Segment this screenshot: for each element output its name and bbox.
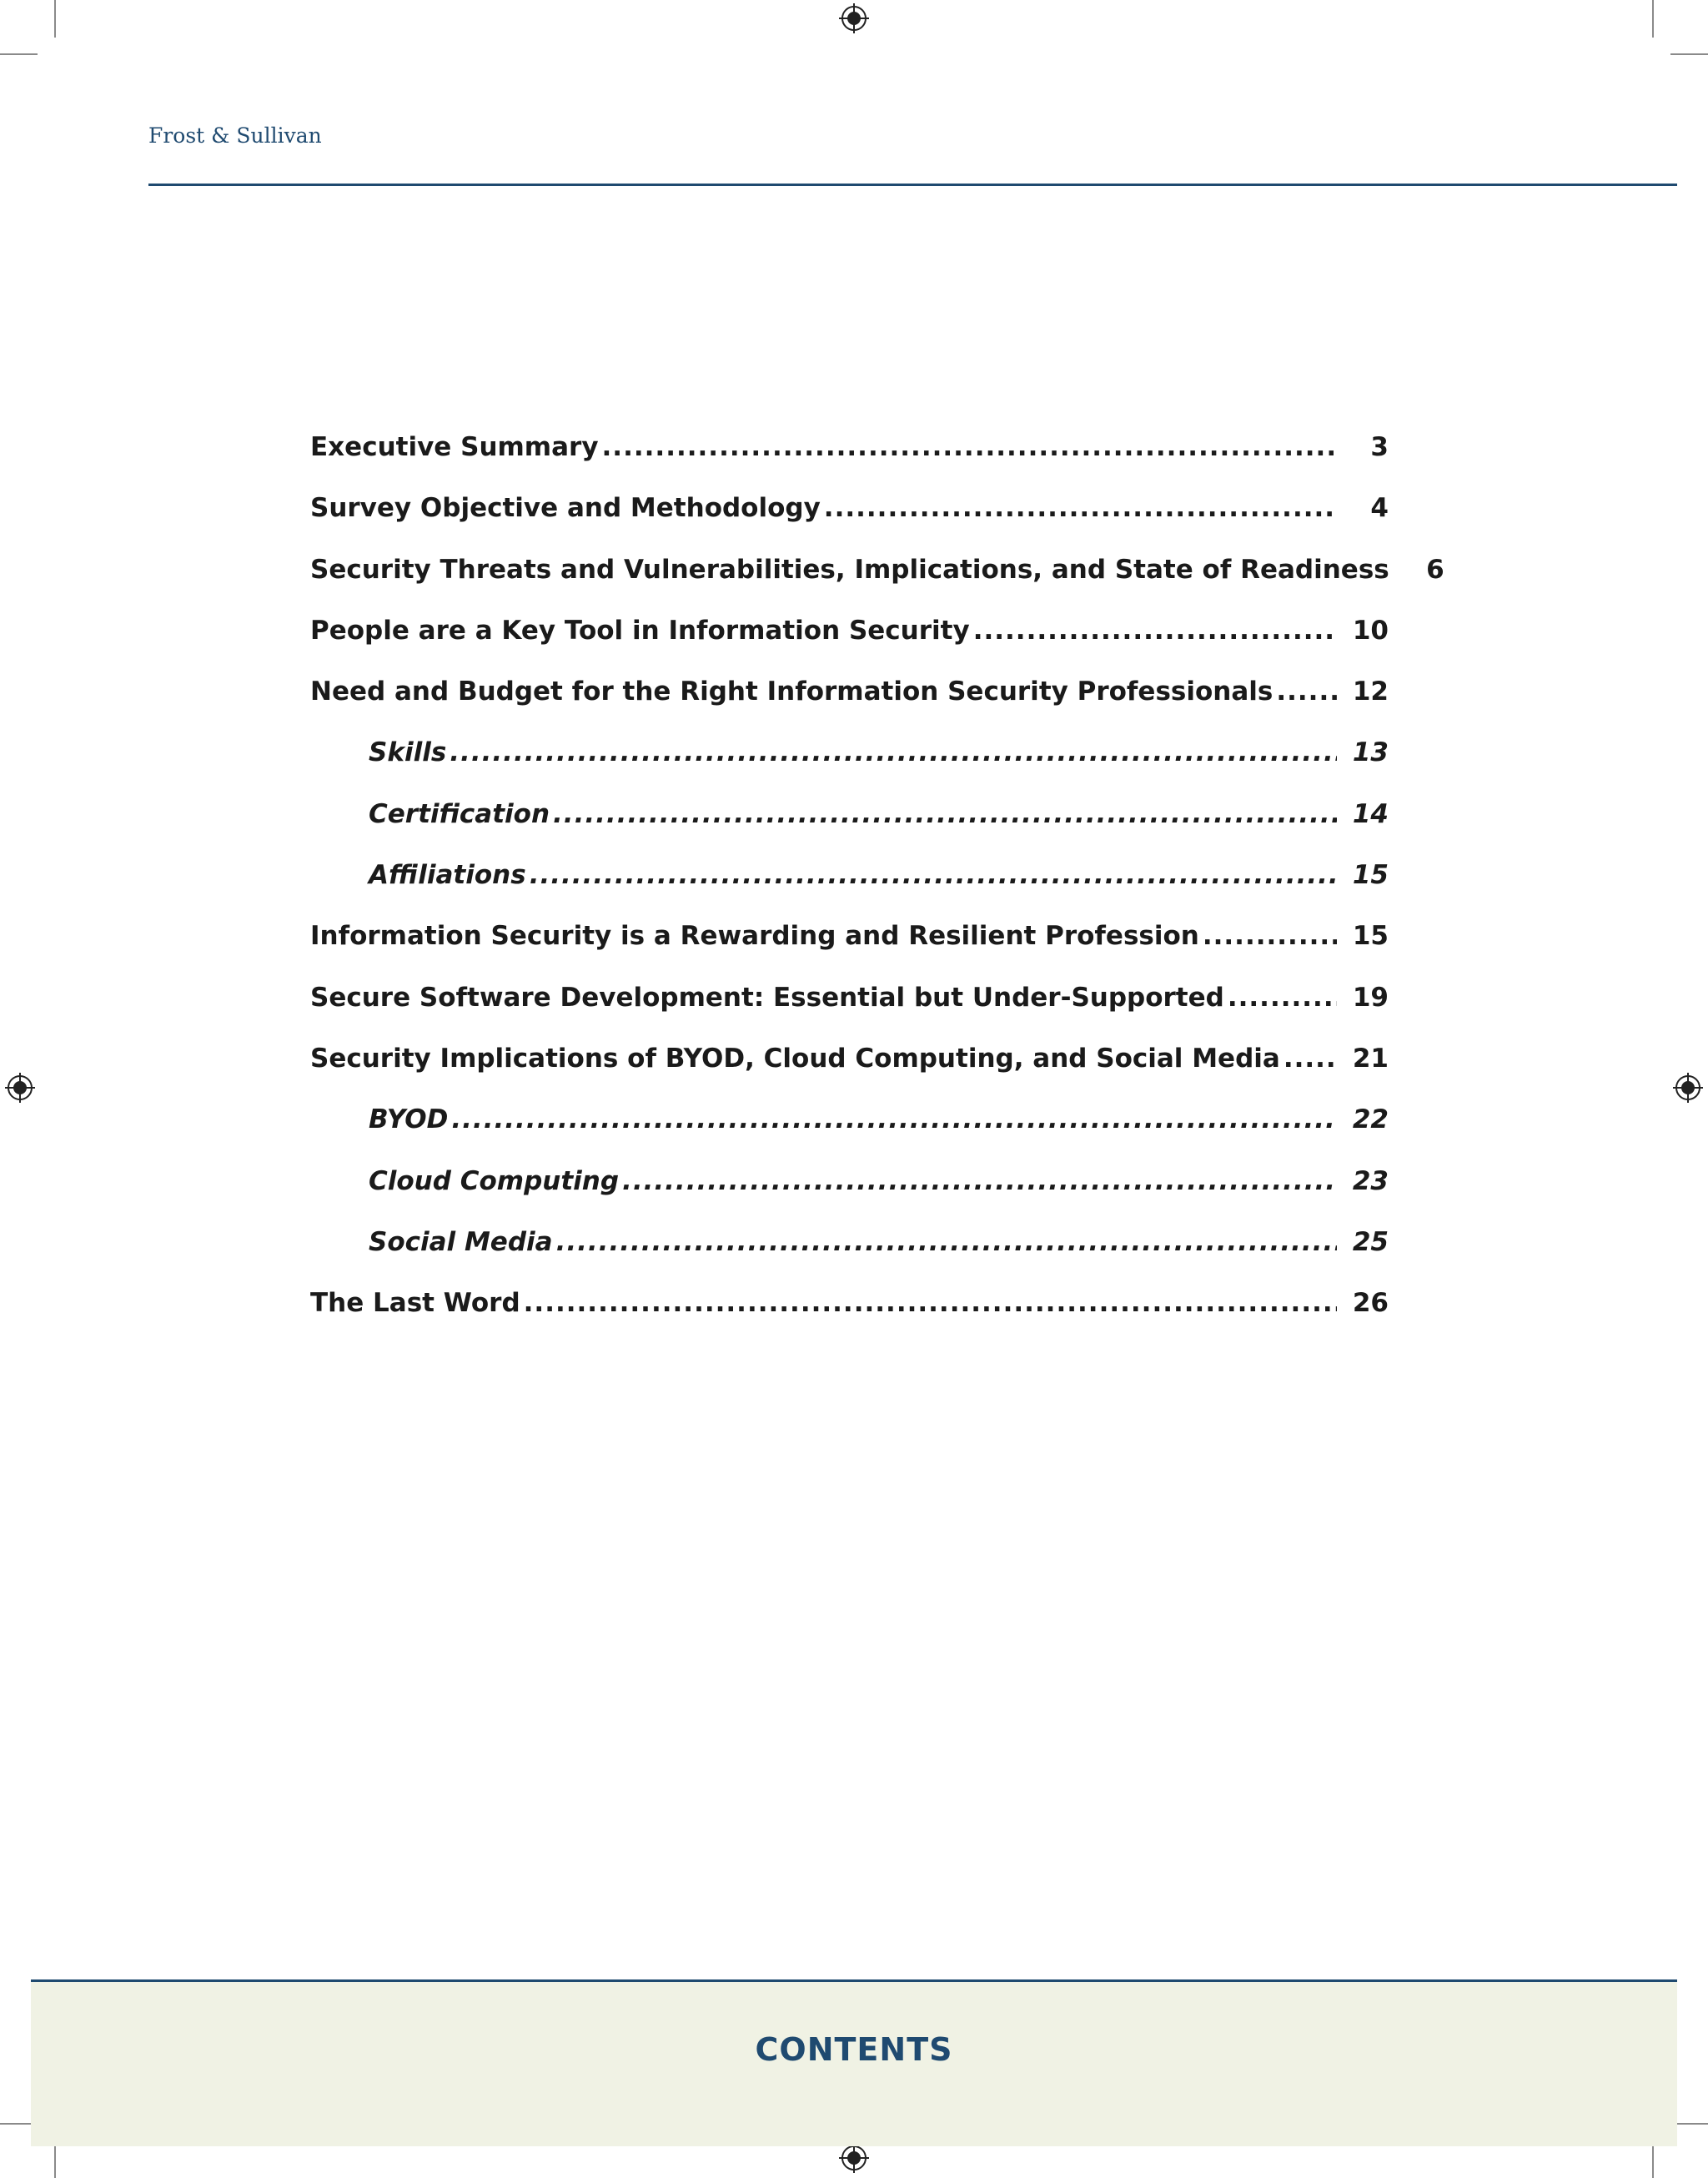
toc-entry-page: 6: [1426, 554, 1444, 585]
toc-entry-page: 21: [1352, 1043, 1389, 1074]
toc-entry[interactable]: [310, 906, 1389, 967]
toc-entry-page: 13: [1352, 737, 1389, 768]
header-brand: Frost & Sullivan: [148, 123, 322, 148]
toc-entry-page: 3: [1370, 432, 1389, 462]
toc-entry-page: 14: [1352, 798, 1389, 829]
toc-entry-title: Certification: [369, 798, 550, 829]
toc-entry-page: 26: [1352, 1288, 1389, 1319]
toc-dot-leader: [1203, 906, 1337, 967]
crop-mark-icon: [54, 0, 56, 38]
toc-entry-page: 19: [1352, 982, 1389, 1013]
header-divider: [148, 184, 1677, 186]
toc-dot-leader: [524, 1273, 1337, 1334]
toc-entry[interactable]: [310, 478, 1389, 539]
toc-entry-page: 15: [1352, 921, 1389, 952]
toc-entry-title: Secure Software Development: Essential but Under-Supported: [310, 982, 1224, 1013]
toc-entry-page: 4: [1370, 493, 1389, 524]
toc-entry[interactable]: [310, 1151, 1389, 1212]
toc-entry-title: Skills: [369, 737, 447, 768]
toc-dot-leader: [824, 478, 1337, 539]
registration-mark-icon: [839, 3, 869, 33]
toc-entry[interactable]: [310, 968, 1389, 1029]
toc-entry-page: 15: [1352, 860, 1389, 891]
toc-dot-leader: [553, 784, 1337, 845]
registration-mark-icon: [1673, 1073, 1703, 1103]
toc-entry[interactable]: [310, 1273, 1389, 1334]
toc-entry[interactable]: [310, 1212, 1389, 1273]
crop-mark-icon: [1670, 53, 1708, 55]
toc-dot-leader: [622, 1151, 1337, 1212]
toc-dot-leader: [1276, 661, 1337, 722]
toc-entry-title: Executive Summary: [310, 432, 599, 462]
toc-dot-leader: [450, 722, 1337, 783]
toc-entry-title: People are a Key Tool in Information Security: [310, 615, 970, 646]
table-of-contents: [310, 417, 1444, 1334]
toc-entry-page: 12: [1352, 677, 1389, 707]
toc-entry[interactable]: [310, 722, 1389, 783]
toc-entry[interactable]: [310, 1089, 1389, 1150]
toc-entry-title: Social Media: [369, 1226, 553, 1257]
registration-mark-icon: [839, 2143, 869, 2173]
footer-title: CONTENTS: [755, 2031, 953, 2068]
toc-entry[interactable]: [310, 845, 1389, 906]
toc-entry[interactable]: [310, 1029, 1389, 1089]
toc-dot-leader: [451, 1089, 1337, 1150]
toc-dot-leader: [602, 417, 1337, 478]
toc-entry-title: The Last Word: [310, 1288, 520, 1319]
toc-entry-title: Information Security is a Rewarding and Resilient Profession: [310, 921, 1199, 952]
toc-entry-page: 25: [1352, 1226, 1389, 1257]
crop-mark-icon: [0, 53, 38, 55]
toc-entry[interactable]: [310, 661, 1389, 722]
toc-entry-title: Security Implications of BYOD, Cloud Computing, and Social Media: [310, 1043, 1280, 1074]
toc-dot-leader: [1228, 968, 1337, 1029]
toc-dot-leader: [530, 845, 1337, 906]
toc-entry-title: Security Threats and Vulnerabilities, Implications, and State of Readiness: [310, 554, 1389, 585]
toc-entry-title: Survey Objective and Methodology: [310, 493, 821, 524]
toc-dot-leader: [556, 1212, 1337, 1273]
toc-entry-title: BYOD: [369, 1104, 449, 1135]
toc-entry-title: Cloud Computing: [369, 1165, 620, 1196]
toc-entry-page: 23: [1352, 1165, 1389, 1196]
toc-entry-title: Need and Budget for the Right Information Security Professionals: [310, 677, 1273, 707]
toc-dot-leader: [1284, 1029, 1337, 1089]
toc-entry[interactable]: [310, 784, 1389, 845]
toc-entry[interactable]: [310, 417, 1389, 478]
toc-entry-title: Affiliations: [369, 860, 526, 891]
toc-entry-page: 10: [1352, 615, 1389, 646]
registration-mark-icon: [5, 1073, 35, 1103]
toc-entry[interactable]: [310, 601, 1389, 661]
toc-entry-page: 22: [1352, 1104, 1389, 1135]
crop-mark-icon: [1652, 0, 1654, 38]
toc-entry[interactable]: [310, 540, 1444, 601]
toc-dot-leader: [973, 601, 1337, 661]
